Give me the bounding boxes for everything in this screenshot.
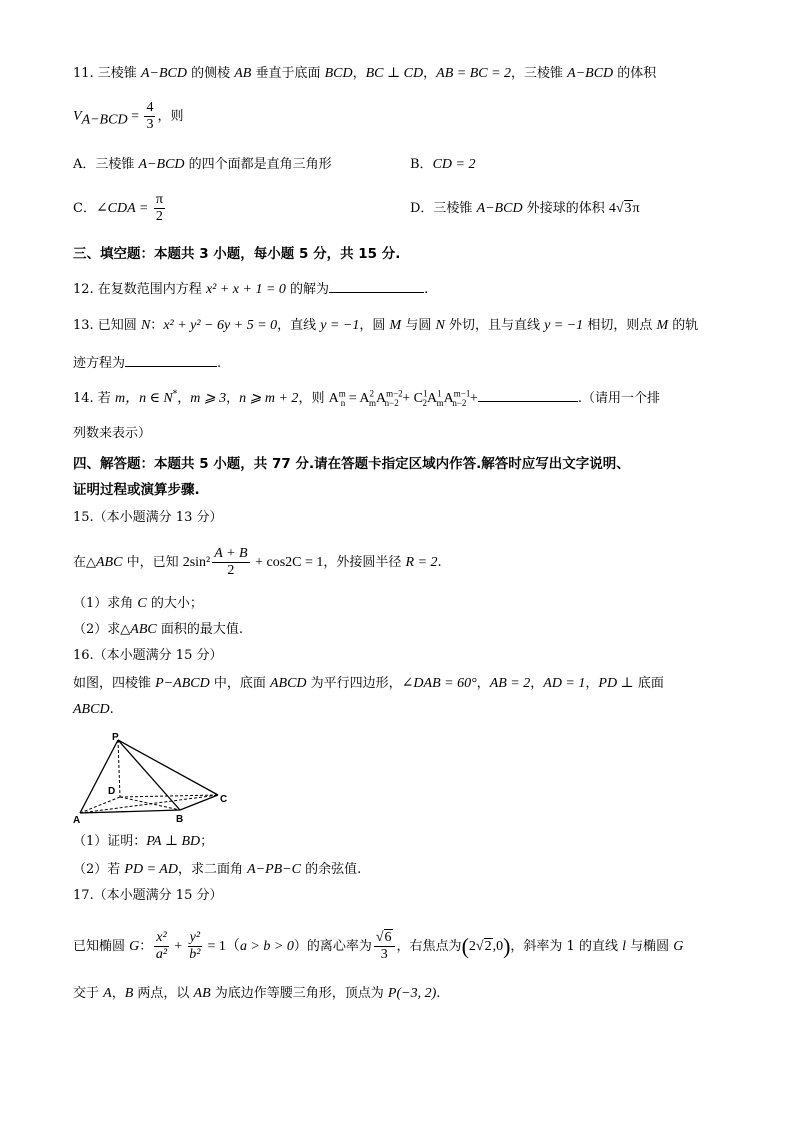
q11-option-b: B．CD = 2 [410,157,476,172]
q11-text: 的体积 [613,66,657,81]
label-d: D [108,786,116,797]
q11-text: 11. 三棱锥 [73,66,141,81]
q11-option-a: A．三棱锥 A−BCD 的四个面都是直角三角形 [73,157,332,172]
q11-text: ，三棱锥 [511,66,568,81]
edge-pd [118,740,120,797]
math: A−BCD [140,66,187,81]
q17-stem-line2: 交于 A，B 两点，以 AB 为底边作等腰三角形，顶点为 P(−3, 2). [73,986,441,1001]
q15-part1: （1）求角 C 的大小； [73,596,203,611]
section-4-title-cont: 证明过程或演算步骤. [73,482,200,498]
q17-head: 17.（本小题满分 15 分） [73,888,223,903]
q17-stem-line1: 已知椭圆 G： $\frac{\text{x²}}{\text{a²}}$ + $\frac{\text{y²}}{\text{b²}}$ = 1（a > b > 0）的离心率为 $\frac{√6}{3}$ ，右焦点为(2√2,0)，斜率为 1 的直线 l 与椭圆 G [73,930,684,962]
q15-part2: （2）求△ABC 面积的最大值. [73,622,243,637]
math: = [127,109,143,124]
answer-blank[interactable] [478,389,578,402]
fraction: $\frac{\pi}{2}$ [155,192,163,224]
math: BCD [324,66,353,81]
q12: 12. 在复数范围内方程 x² + x + 1 = 0 的解为 . [73,282,429,297]
math: A−BCD [567,66,614,81]
pyramid-figure [70,730,240,825]
q13-line2: 迹方程为 . [73,356,222,371]
q11-option-d: D．三棱锥 A−BCD 外接球的体积 4√3π [410,201,640,216]
q11-text: ， [352,66,366,81]
fraction: $\frac{4}{3}$ [146,100,154,132]
q11-volume [73,100,183,133]
label-p: P [112,732,119,743]
math: BC ⊥ CD [365,66,424,81]
q15-head: 15.（本小题满分 13 分） [73,510,223,525]
q14-line2: 列数来表示） [73,426,152,441]
math: AB = BC = 2 [436,66,512,81]
q16-part2: （2）若 PD = AD，求二面角 A−PB−C 的余弦值. [73,862,362,877]
section-4-title: 四、解答题：本题共 5 小题，共 77 分.请在答题卡指定区域内作答.解答时应写出文字说明、 [73,456,630,472]
q13-line1: 13. 已知圆 N：x² + y² − 6y + 5 = 0，直线 y = −1，圆 M 与圆 N 外切，且与直线 y = −1 相切，则点 M 的轨 [73,318,699,333]
q14-line1: 14. 若 m，n ∈ N*，m ⩾ 3，n ⩾ m + 2，则 $A^m_n = A^2_mA^{m-2}_{n-2} + C^1_2A^1_mA^{m-1}_{n-2}$ + .（请用一个排 [73,388,660,408]
q11-option-c: C．∠CDA = $\frac{\pi}{2}$ [73,192,163,224]
q11-text: 垂直于底面 [251,66,325,81]
q11-text: 的侧棱 [186,66,235,81]
q16-head: 16.（本小题满分 15 分） [73,648,223,663]
label-a: A [73,815,81,825]
fraction: $\frac{√6}{3}$ [374,930,395,963]
edge-pc [118,740,218,795]
math: A−BCD [81,112,128,128]
answer-blank[interactable] [125,354,217,367]
fraction: $\frac{A + B}{2}$ [214,546,248,578]
q16-stem-line1: 如图，四棱锥 P−ABCD 中，底面 ABCD 为平行四边形，∠DAB = 60°，AB = 2，AD = 1，PD ⊥ 底面 [73,676,664,691]
answer-blank[interactable] [329,280,424,293]
q15-stem: 在△ABC 中，已知 2sin² $\frac{A + B}{2}$ + cos2C = 1，外接圆半径 R = 2. [73,546,442,578]
edge-pb [118,740,180,810]
math: AB [234,66,252,81]
fraction: $\frac{\text{y²}}{\text{b²}}$ [189,930,201,962]
permutation-expression: $A^m_n = A^2_mA^{m-2}_{n-2} + C^1_2A^1_mA^{m-1}_{n-2}$ + [328,388,478,408]
q16-part1: （1）证明：PA ⊥ BD； [73,834,214,849]
q11-text: ， [423,66,437,81]
section-3-title: 三、填空题：本题共 3 小题，每小题 5 分，共 15 分. [73,246,401,262]
fraction: $\frac{\text{x²}}{\text{a²}}$ [155,930,168,962]
q11-line1 [73,64,656,84]
q11-text: ，则 [157,109,184,124]
edge-pa [80,740,118,813]
math: V [73,109,82,124]
label-c: C [220,794,228,805]
q16-stem-line2: ABCD. [73,702,114,717]
label-b: B [176,814,184,825]
